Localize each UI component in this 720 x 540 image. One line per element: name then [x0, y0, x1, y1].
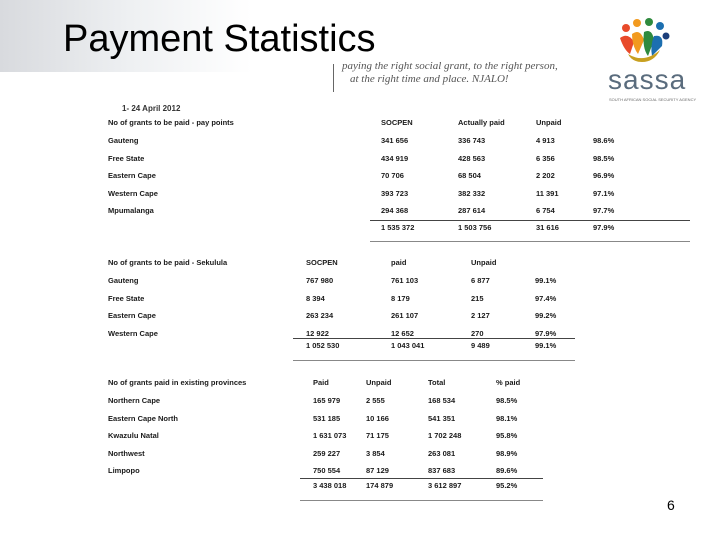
table-cell: 10 166 [366, 413, 389, 423]
table-cell: Eastern Cape [108, 311, 156, 320]
table-cell: No of grants to be paid - Sekulula [108, 258, 228, 267]
table-cell: Free State [108, 153, 145, 163]
slide-title: Payment Statistics [63, 18, 376, 60]
table-cell: 3 854 [366, 448, 385, 458]
table-cell: 382 332 [458, 188, 486, 198]
table-cell: 393 723 [381, 188, 409, 198]
table-cell: 1 535 372 [381, 223, 415, 232]
table-cell: 98.9% [496, 448, 518, 458]
tagline-bracket [333, 64, 338, 92]
table-cell: Gauteng [108, 136, 139, 145]
table-cell: 99.1% [535, 276, 557, 285]
table-cell: 70 706 [381, 171, 404, 180]
logo-wordmark: sassa [608, 64, 687, 95]
table-cell: paid [391, 258, 407, 267]
table-cell: 87 129 [366, 466, 389, 475]
table-cell: 434 919 [381, 153, 409, 163]
table-cell: 2 555 [366, 396, 385, 405]
table-cell: 98.5% [496, 396, 518, 405]
table-cell: 97.9% [535, 328, 557, 338]
table-cell: 98.5% [593, 153, 615, 163]
table-cell: 1 503 756 [458, 223, 492, 232]
table-cell: 2 202 [536, 171, 555, 180]
table-bottom-rule [370, 241, 690, 242]
table-cell: Western Cape [108, 188, 158, 198]
table-cell: 4 913 [536, 136, 555, 145]
table-cell: 259 227 [313, 448, 341, 458]
table-cell: 97.7% [593, 206, 615, 215]
table-cell: 89.6% [496, 466, 518, 475]
table-cell: Northwest [108, 448, 145, 458]
table-cell: 9 489 [471, 341, 490, 350]
table-cell: 294 368 [381, 206, 409, 215]
table-cell: 1 702 248 [428, 431, 462, 440]
table-cell: 270 [471, 328, 484, 338]
table-cell: Unpaid [366, 378, 392, 387]
table-cell: 6 356 [536, 153, 555, 163]
table-cell: Unpaid [536, 118, 562, 127]
table-cell: 541 351 [428, 413, 456, 423]
table-cell: 95.2% [496, 481, 518, 490]
table-cell: 95.8% [496, 431, 518, 440]
table-cell: 97.9% [593, 223, 615, 232]
table-cell: 97.1% [593, 188, 615, 198]
table-cell: 165 979 [313, 396, 341, 405]
table-cell: Actually paid [458, 118, 505, 127]
table-bottom-rule [293, 360, 575, 361]
table-cell: 263 234 [306, 311, 334, 320]
table-cell: Free State [108, 293, 145, 303]
table-cell: 98.6% [593, 136, 615, 145]
table-cell: 6 754 [536, 206, 555, 215]
table-cell: 261 107 [391, 311, 419, 320]
table-cell: 531 185 [313, 413, 341, 423]
tagline [342, 60, 558, 86]
table-cell: 215 [471, 293, 484, 303]
table-cell: 2 127 [471, 311, 490, 320]
table-cell: No of grants paid in existing provinces [108, 378, 247, 387]
table-cell: 99.2% [535, 311, 557, 320]
table-cell: 12 922 [306, 328, 329, 338]
table-cell: 1 052 530 [306, 341, 340, 350]
table-cell: 11 391 [536, 188, 559, 198]
table-cell: 837 683 [428, 466, 456, 475]
table-cell: 428 563 [458, 153, 486, 163]
table-cell: 8 179 [391, 293, 410, 303]
table-cell: 3 612 897 [428, 481, 462, 490]
table-cell: Northern Cape [108, 396, 161, 405]
table-cell: 68 504 [458, 171, 481, 180]
table-cell: 1 631 073 [313, 431, 347, 440]
table-cell: Total [428, 378, 446, 387]
table-cell: 168 534 [428, 396, 456, 405]
table-cell: Kwazulu Natal [108, 431, 159, 440]
date-range: 1- 24 April 2012 [122, 104, 181, 113]
table-cell: 12 652 [391, 328, 414, 338]
table-cell: 3 438 018 [313, 481, 347, 490]
table-cell: 341 656 [381, 136, 409, 145]
table-cell: Gauteng [108, 276, 139, 285]
tagline-line-2: at the right time and place. NJALO! [350, 73, 509, 85]
tagline-line-1: paying the right social grant, to the right person, [342, 60, 558, 72]
table-total-rule [300, 478, 543, 479]
table-cell: 174 879 [366, 481, 394, 490]
table-cell: 98.1% [496, 413, 518, 423]
table-cell: Mpumalanga [108, 206, 154, 215]
table-cell: Limpopo [108, 466, 140, 475]
table-cell: 71 175 [366, 431, 389, 440]
table-cell: 336 743 [458, 136, 486, 145]
table-cell: Paid [313, 378, 329, 387]
table-cell: Western Cape [108, 328, 158, 338]
table-cell: SOCPEN [306, 258, 338, 267]
table-cell: Eastern Cape North [108, 413, 179, 423]
table-cell: 1 043 041 [391, 341, 425, 350]
table-cell: 99.1% [535, 341, 557, 350]
table-cell: 6 877 [471, 276, 490, 285]
table-cell: 287 614 [458, 206, 486, 215]
table-cell: SOCPEN [381, 118, 413, 127]
logo-subtitle: SOUTH AFRICAN SOCIAL SECURITY AGENCY [609, 97, 697, 102]
table-cell: 31 616 [536, 223, 559, 232]
table-cell: % paid [496, 378, 521, 387]
table-cell: 767 980 [306, 276, 334, 285]
table-bottom-rule [300, 500, 543, 501]
table-cell: 750 554 [313, 466, 341, 475]
table-total-rule [293, 338, 575, 339]
page-number: 6 [667, 497, 675, 513]
table-cell: 96.9% [593, 171, 615, 180]
table-cell: 97.4% [535, 293, 557, 303]
table-cell: Unpaid [471, 258, 497, 267]
table-cell: Eastern Cape [108, 171, 156, 180]
table-total-rule [370, 220, 690, 221]
table-cell: 263 081 [428, 448, 456, 458]
table-cell: No of grants to be paid - pay points [108, 118, 234, 127]
table-cell: 8 394 [306, 293, 325, 303]
table-cell: 761 103 [391, 276, 419, 285]
